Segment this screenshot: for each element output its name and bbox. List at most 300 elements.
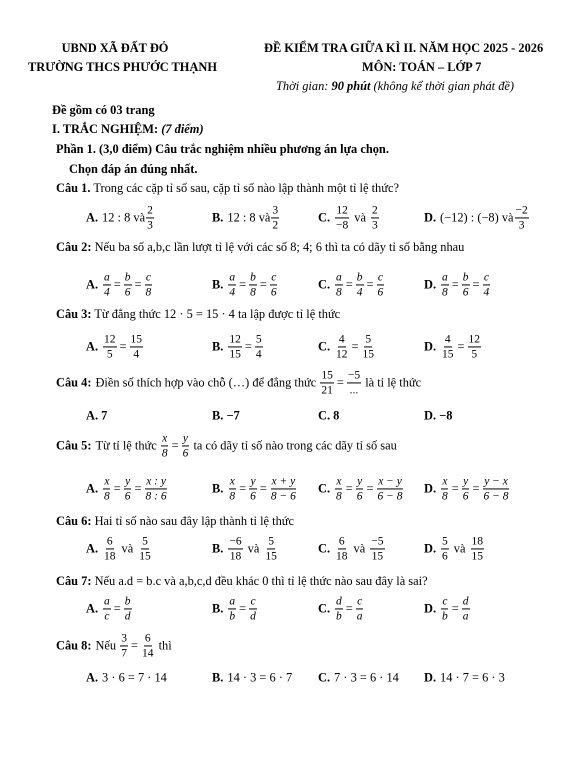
denominator: 4 (255, 348, 262, 361)
fraction (249, 271, 257, 298)
numerator: a (228, 271, 236, 285)
fraction (124, 271, 132, 298)
denominator: 6 (442, 550, 448, 563)
fraction (249, 595, 257, 622)
denominator: 5 (471, 348, 478, 361)
fraction: −5 ... (347, 369, 361, 397)
denominator: 18 (104, 550, 116, 563)
fraction (249, 475, 257, 502)
fraction (462, 595, 470, 622)
question-8: Câu 8: Nếu $\frac{3}{7}$ = $\frac{6}{14}$ thì (56, 632, 172, 660)
option-text: 12 : 8 và (227, 210, 271, 225)
fraction: 12 −8 (336, 204, 349, 232)
fraction (335, 475, 343, 502)
denominator: b (442, 610, 448, 623)
option-label: D. (424, 670, 437, 685)
q5-label: Câu 5: (56, 438, 92, 453)
denominator: a (462, 610, 469, 623)
denominator: 8 (442, 490, 448, 503)
q5-text: Từ tỉ lệ thức (95, 438, 157, 453)
equals-sign: = (259, 277, 267, 292)
fraction (441, 271, 449, 298)
fraction (228, 333, 242, 360)
numerator: d (462, 595, 470, 609)
option-label: B. (212, 339, 224, 354)
time-label: Thời gian: (276, 79, 329, 93)
numerator: 12 (103, 333, 117, 347)
fraction (377, 271, 385, 298)
time-line (276, 79, 514, 94)
equals-sign: = (351, 339, 359, 354)
option-label: C. (318, 339, 331, 354)
fraction (103, 333, 117, 360)
numerator: c (377, 271, 384, 285)
q8-option-a[interactable] (86, 671, 167, 686)
q7-label: Câu 7: (56, 574, 92, 588)
option-text: B. −7 (212, 408, 240, 423)
option-label: C. (318, 670, 331, 685)
numerator: 5 (141, 535, 149, 549)
question-3 (56, 307, 340, 322)
fraction: 2 3 (372, 204, 378, 232)
numerator: 12 (228, 333, 242, 347)
numerator: −5 (370, 535, 384, 549)
equals-sign: = (472, 277, 480, 292)
exam-title: ĐỀ KIỂM TRA GIỮA KÌ II. NĂM HỌC 2025 - 2026 (264, 41, 544, 55)
fraction (471, 535, 485, 562)
option-text: và (247, 541, 260, 556)
q6-option-d[interactable] (424, 535, 485, 562)
equals-sign: = (113, 277, 121, 292)
fraction (264, 535, 278, 562)
numerator: x − y (377, 475, 403, 489)
numerator: 5 (267, 535, 275, 549)
fraction (468, 333, 482, 360)
option-text: A. 7 (86, 408, 108, 423)
equals-sign: = (113, 601, 121, 616)
denominator: 8 (250, 286, 256, 299)
numerator: y (249, 475, 256, 489)
equals-sign: = (472, 481, 480, 496)
numerator: 4 (338, 333, 346, 347)
option-label: C. (318, 277, 331, 292)
numerator: 6 (338, 535, 346, 549)
denominator: 8 : 6 (145, 490, 167, 503)
numerator: 18 (471, 535, 485, 549)
numerator: a (441, 271, 449, 285)
denominator: 8 (442, 286, 448, 299)
section-title: I. TRẮC NGHIỆM: (52, 122, 159, 136)
denominator: 15 (442, 348, 454, 361)
option-text: và (353, 541, 366, 556)
q8-label: Câu 8: (56, 638, 92, 653)
q7-option-c[interactable] (318, 595, 365, 622)
denominator: 4 (483, 286, 490, 299)
option-label: C. (318, 541, 331, 556)
numerator: 12 (468, 333, 482, 347)
option-text (86, 671, 167, 686)
denominator: a (356, 610, 363, 623)
equals-sign: = (457, 339, 465, 354)
denominator: 8 (229, 490, 236, 503)
denominator: 4 (356, 286, 363, 299)
q1-option-d[interactable] (424, 204, 530, 231)
denominator: 6 (124, 286, 131, 299)
q6-option-c[interactable] (318, 535, 386, 562)
q4-tail: là tỉ lệ thức (365, 375, 422, 390)
q8-option-b[interactable] (212, 671, 292, 686)
fraction (356, 475, 364, 502)
fraction (270, 271, 278, 298)
denominator: 12 (336, 348, 348, 361)
denominator: c (104, 610, 110, 623)
fraction: $\frac{3}{7}$ (121, 632, 127, 660)
option-text: và (354, 210, 366, 225)
option-label: D. (424, 541, 437, 556)
option-label: B. (212, 670, 224, 685)
question-4: Câu 4: Điền số thích hợp vào chỗ (…) để đẳng thức $\frac{15}{21}$ = −5 ... là tỉ lệ thức (56, 369, 422, 397)
option-text (318, 671, 399, 686)
q6-label: Câu 6: (56, 514, 92, 528)
equals-sign: = (451, 277, 459, 292)
numerator: 15 (130, 333, 144, 347)
fraction: 2 3 (147, 204, 153, 232)
numerator: 5 (255, 333, 263, 347)
fraction (441, 475, 449, 502)
denominator: 6 (462, 286, 469, 299)
denominator: 6 − 8 (483, 490, 509, 503)
denominator: 8 (145, 286, 152, 299)
option-text: D. −8 (424, 408, 453, 423)
numerator: c (356, 595, 363, 609)
q8-option-d[interactable] (424, 671, 505, 686)
denominator: 4 (229, 286, 236, 299)
numerator: a (335, 271, 343, 285)
fraction (335, 333, 349, 360)
numerator: x + y (271, 475, 297, 489)
q5-tail: ta có dãy tỉ số nào trong các dãy tỉ số sau (193, 438, 397, 453)
school-name: TRƯỜNG THCS PHƯỚC THẠNH (28, 60, 217, 74)
time-value: 90 phút (331, 79, 371, 93)
q1-text: Trong các cặp tỉ số sau, cặp tỉ số nào lập thành một tỉ lệ thức? (93, 181, 399, 195)
fraction (145, 475, 168, 502)
denominator: 15 (139, 550, 151, 563)
numerator: y (462, 475, 469, 489)
q7-text: Nếu a.d = b.c và a,b,c,d đều khác 0 thì tỉ lệ thức nào sau đây là sai? (94, 574, 428, 588)
denominator: 15 (229, 348, 241, 361)
denominator: 8 (336, 490, 342, 503)
fraction: $\frac{x}{8}$ (161, 432, 168, 460)
numerator: x (335, 475, 342, 489)
denominator: 6 (270, 286, 277, 299)
option-text (212, 671, 292, 686)
equals-sign: = (244, 339, 252, 354)
q3-option-a[interactable] (86, 333, 144, 360)
option-label: D. (424, 481, 437, 496)
option-label: D. (424, 339, 437, 354)
option-label: D. (424, 601, 437, 616)
q2-label: Câu 2: (56, 240, 92, 254)
denominator: b (229, 610, 236, 623)
denominator: 5 (106, 348, 113, 361)
numerator: c (145, 271, 152, 285)
numerator: c (483, 271, 490, 285)
q3-text: Từ đẳng thức 12 · 5 = 15 · 4 ta lập được tỉ lệ thức (94, 307, 341, 321)
fraction: $\frac{y}{6}$ (182, 432, 189, 460)
numerator: c (249, 595, 256, 609)
q5-option-d[interactable] (424, 475, 511, 502)
numerator: c (270, 271, 277, 285)
equals-sign: = (366, 481, 374, 496)
fraction (356, 595, 364, 622)
numerator: x (229, 475, 236, 489)
q2-text: Nếu ba số a,b,c lần lượt tỉ lệ với các số 8; 4; 6 thì ta có dãy tỉ số bằng nhau (94, 240, 465, 254)
denominator: 6 (356, 490, 363, 503)
option-text: C. 8 (318, 408, 340, 423)
q6-option-a[interactable] (86, 535, 153, 562)
q3-option-c[interactable] (318, 333, 376, 360)
q4-text: Điền số thích hợp vào chỗ (…) để đẳng thức (95, 375, 317, 390)
denominator: 8 − 6 (270, 490, 296, 503)
option-label: C. (318, 481, 331, 496)
fraction (228, 535, 242, 562)
fraction: $\frac{15}{21}$ (321, 369, 333, 397)
q2-option-a[interactable] (86, 271, 153, 298)
option-text: và (453, 541, 466, 556)
option-label: B. (212, 481, 224, 496)
option-label: A. (86, 601, 99, 616)
fraction: 3 2 (272, 204, 279, 232)
q1-option-a[interactable] (86, 204, 155, 231)
numerator: y (356, 475, 363, 489)
fraction (138, 535, 152, 562)
option-label: D. (424, 210, 437, 225)
equals-sign: = (134, 277, 142, 292)
option-text: 12 : 8 và (102, 210, 146, 225)
q1-option-b[interactable] (212, 204, 280, 231)
numerator: x : y (145, 475, 167, 489)
q2-option-c[interactable] (318, 271, 385, 298)
equals-sign: = (345, 481, 353, 496)
denominator: 15 (265, 550, 277, 563)
option-label: A. (86, 210, 99, 225)
option-label: A. (86, 541, 99, 556)
numerator: a (228, 595, 236, 609)
q5-option-c[interactable] (318, 475, 405, 502)
q5-option-a[interactable] (86, 475, 169, 502)
equals-sign: = (119, 339, 127, 354)
fraction (130, 333, 144, 360)
numerator: 4 (444, 333, 452, 347)
section-points: (7 điểm) (161, 122, 204, 136)
q6-text: Hai tỉ số nào sau đây lập thành tỉ lệ thức (94, 514, 294, 528)
option-label: C. (318, 601, 331, 616)
q4-option-c[interactable] (318, 409, 339, 424)
equals-sign: = (239, 277, 247, 292)
denominator: 4 (104, 286, 110, 299)
q3-label: Câu 3: (56, 307, 92, 321)
equals-sign: = (345, 277, 353, 292)
question-1 (56, 181, 399, 196)
fraction (228, 271, 236, 298)
numerator: y (124, 475, 131, 489)
fraction (103, 535, 117, 562)
equals-sign: = (134, 481, 142, 496)
denominator: 6 − 8 (377, 490, 403, 503)
fraction (462, 271, 470, 298)
option-label: D. (424, 277, 437, 292)
fraction (362, 333, 376, 360)
numerator: 5 (441, 535, 449, 549)
option-label: B. (212, 277, 224, 292)
part-heading: Phần 1. (3,0 điểm) Câu trắc nghiệm nhiều phương án lựa chọn. (56, 142, 389, 156)
option-value: 3 · 6 = 7 · 14 (102, 670, 167, 685)
numerator: x (103, 475, 110, 489)
equals-sign: = (239, 601, 247, 616)
numerator: a (103, 271, 111, 285)
numerator: d (335, 595, 343, 609)
numerator: 6 (106, 535, 114, 549)
denominator: d (250, 610, 256, 623)
fraction (124, 595, 132, 622)
denominator: 6 (124, 490, 131, 503)
fraction (103, 595, 111, 622)
org-name: UBND XÃ ĐẤT ĐỎ (61, 41, 169, 55)
denominator: 18 (336, 550, 348, 563)
page-count: Đề gồm có 03 trang (52, 103, 155, 117)
numerator: b (249, 271, 257, 285)
option-text: (−12) : (−8) và (440, 210, 514, 225)
fraction (228, 475, 236, 502)
numerator: −6 (228, 535, 242, 549)
equals-sign: = (451, 601, 459, 616)
subject: MÔN: TOÁN – LỚP 7 (362, 60, 482, 74)
fraction (441, 595, 449, 622)
question-5: Câu 5: Từ tỉ lệ thức $\frac{x}{8}$ = $\frac{y}{6}$ ta có dãy tỉ số nào trong các dãy tỉ số sau (56, 432, 397, 460)
fraction (441, 333, 455, 360)
equals-sign: = (239, 481, 247, 496)
option-label: B. (212, 541, 224, 556)
fraction (103, 271, 111, 298)
q4-option-d[interactable] (424, 409, 452, 424)
option-label: B. (212, 601, 224, 616)
option-text: và (121, 541, 134, 556)
question-2 (56, 240, 464, 255)
equals-sign: = (113, 481, 121, 496)
fraction (335, 595, 343, 622)
fraction (103, 475, 111, 502)
q1-option-c[interactable] (318, 204, 380, 231)
fraction (228, 595, 236, 622)
option-label: A. (86, 277, 99, 292)
q6-option-b[interactable] (212, 535, 279, 562)
numerator: x (441, 475, 448, 489)
fraction (356, 271, 364, 298)
denominator: 15 (362, 348, 375, 361)
equals-sign: = (259, 481, 267, 496)
denominator: 18 (229, 550, 242, 563)
denominator: 8 (104, 490, 110, 503)
numerator: 5 (364, 333, 372, 347)
fraction (377, 475, 404, 502)
option-label: A. (86, 339, 99, 354)
question-6 (56, 514, 294, 529)
fraction (370, 535, 384, 562)
numerator: b (356, 271, 364, 285)
equals-sign: = (366, 277, 374, 292)
fraction (255, 333, 263, 360)
q8-option-c[interactable] (318, 671, 399, 686)
fraction (335, 271, 343, 298)
denominator: 6 (250, 490, 256, 503)
q8-tail: thì (158, 638, 172, 653)
option-label: C. (318, 210, 331, 225)
numerator: b (124, 595, 132, 609)
question-7 (56, 574, 428, 589)
q2-option-b[interactable] (212, 271, 279, 298)
equals-sign: = (451, 481, 459, 496)
instruction: Chọn đáp án đúng nhất. (69, 162, 198, 176)
q1-label: Câu 1. (56, 181, 91, 195)
equals-sign: = (345, 601, 353, 616)
q3-option-b[interactable] (212, 333, 264, 360)
q8-text: Nếu (95, 638, 117, 653)
fraction: $\frac{6}{14}$ (141, 632, 154, 660)
fraction (270, 475, 297, 502)
time-note: (không kể thời gian phát đề) (373, 79, 515, 93)
denominator: 8 (336, 286, 342, 299)
fraction (483, 475, 510, 502)
option-text (424, 671, 505, 686)
q4-label: Câu 4: (56, 375, 92, 390)
option-label: A. (86, 481, 99, 496)
q3-option-d[interactable] (424, 333, 482, 360)
q7-option-d[interactable] (424, 595, 471, 622)
option-label: B. (212, 210, 224, 225)
fraction (124, 475, 132, 502)
fraction (462, 475, 470, 502)
fraction (335, 535, 349, 562)
option-value: 7 · 3 = 6 · 14 (334, 670, 399, 685)
q2-option-d[interactable] (424, 271, 491, 298)
q7-option-b[interactable] (212, 595, 258, 622)
denominator: 15 (371, 550, 384, 563)
option-value: 14 · 7 = 6 · 3 (440, 670, 505, 685)
numerator: c (441, 595, 448, 609)
denominator: 6 (377, 286, 384, 299)
fraction (483, 271, 491, 298)
denominator: 15 (471, 550, 483, 563)
fraction (441, 535, 449, 562)
q4-option-a[interactable] (86, 409, 107, 424)
q4-option-b[interactable] (212, 409, 240, 424)
numerator: y − x (483, 475, 509, 489)
section-heading (52, 122, 204, 137)
q7-option-a[interactable] (86, 595, 133, 622)
denominator: 6 (462, 490, 469, 503)
option-value: 14 · 3 = 6 · 7 (227, 670, 293, 685)
fraction (145, 271, 153, 298)
q5-option-b[interactable] (212, 475, 298, 502)
denominator: b (336, 610, 342, 623)
denominator: d (124, 610, 131, 623)
option-label: A. (86, 670, 99, 685)
numerator: b (462, 271, 470, 285)
numerator: a (103, 595, 111, 609)
denominator: 4 (133, 348, 140, 361)
fraction: −2 3 (515, 204, 528, 232)
numerator: b (124, 271, 132, 285)
